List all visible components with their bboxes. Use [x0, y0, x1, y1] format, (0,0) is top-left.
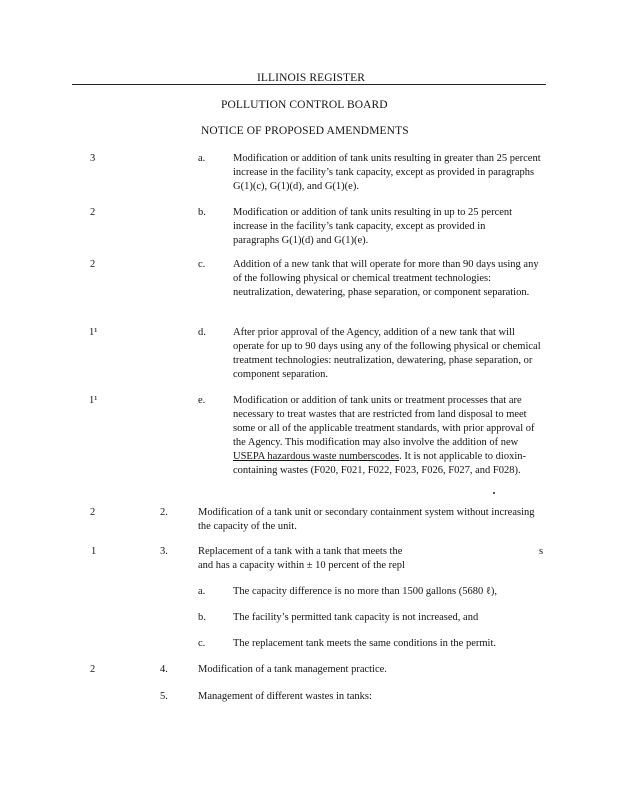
class-label: 1¹: [89, 395, 98, 406]
item-letter: b.: [198, 612, 206, 623]
item-text: Replacement of a tank with a tank that meets the: [198, 546, 403, 557]
item-letter: d.: [198, 327, 206, 338]
class-label: 2: [90, 507, 96, 518]
item-number: 2.: [160, 507, 168, 518]
class-label: 2: [90, 259, 96, 270]
item-text: Modification or addition of tank units resulting in greater than 25 percent increase in the facility’s tank capacity, except as provided in paragraphs G(1)(c), G(1)(d), and G(1)(e).: [233, 153, 541, 192]
item-text: [233, 394, 547, 478]
item-letter: c.: [198, 259, 206, 270]
item-text: The capacity difference is no more than 1500 gallons (5680 ℓ),: [233, 586, 498, 597]
item-text: Management of different wastes in tanks:: [198, 691, 372, 702]
class-label: 1: [91, 546, 97, 557]
item-text: Modification of a tank unit or secondary containment system without increasing the capacity of the unit.: [198, 507, 535, 532]
item-letter: a.: [198, 586, 206, 597]
item-text: The replacement tank meets the same conditions in the permit.: [233, 638, 496, 649]
item-text: The facility’s permitted tank capacity is not increased, and: [233, 612, 479, 623]
item-text: Modification or addition of tank units resulting in up to 25 percent increase in the facility’s tank capacity, except as provided in paragraphs G(1)(d) and G(1)(e).: [233, 207, 513, 246]
item-text-part: Modification or addition of tank units or treatment processes that are necessary to treat wastes that are restricted from land disposal to meet some or all of the applicable treatment standards, with prior approval of the Agency. This modification may also involve the addition of new: [233, 395, 535, 448]
item-letter: e.: [198, 395, 206, 406]
board-title: POLLUTION CONTROL BOARD: [221, 99, 388, 111]
item-number: 5.: [160, 691, 168, 702]
register-rule: [72, 84, 546, 85]
item-text: Addition of a new tank that will operate for more than 90 days using any of the following physical or chemical treatment technologies: neutralization, dewatering, phase separation, or component separation.: [233, 259, 539, 298]
item-number: 4.: [160, 664, 168, 675]
class-label: 3: [90, 153, 96, 164]
deleted-text: codes: [375, 451, 400, 462]
item-text: and has a capacity within ± 10 percent of the repl: [198, 560, 405, 571]
class-label: 1¹: [89, 327, 98, 338]
item-letter: a.: [198, 153, 206, 164]
item-text: After prior approval of the Agency, addition of a new tank that will operate for up to 90 days using any of the following physical or chemical treatment technologies: neutralization, dewatering, phase separation, or component separation.: [233, 327, 541, 380]
scan-speck: [493, 492, 495, 494]
notice-title: NOTICE OF PROPOSED AMENDMENTS: [201, 125, 409, 137]
class-label: 2: [90, 664, 96, 675]
item-text: Modification of a tank management practice.: [198, 664, 387, 675]
item-letter: c.: [198, 638, 206, 649]
inserted-text: USEPA hazardous waste numbers: [233, 451, 376, 462]
item-text-part: . It is not applicable to dioxin-containing wastes (F020, F021, F022, F023, F026, F027, and F028).: [233, 451, 527, 476]
item-number: 3.: [160, 546, 168, 557]
item-letter: b.: [198, 207, 206, 218]
register-title: ILLINOIS REGISTER: [257, 72, 366, 84]
item-text-fragment: s: [539, 546, 544, 557]
class-label: 2: [90, 207, 96, 218]
